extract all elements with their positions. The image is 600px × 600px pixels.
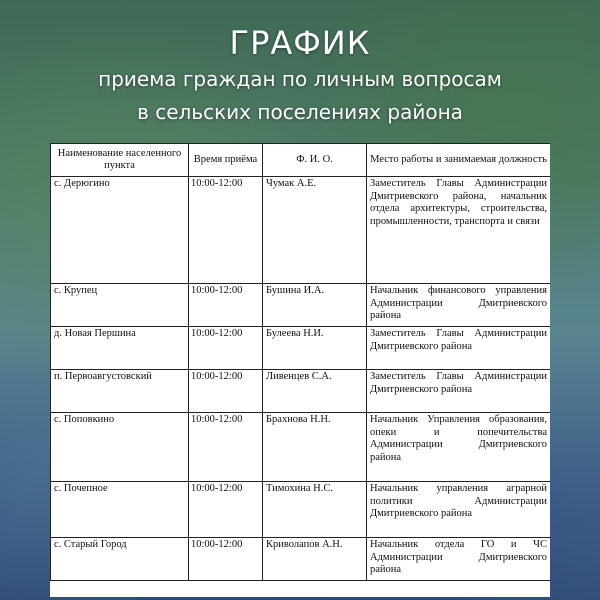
cell-settlement: с. Поповкино [51, 413, 189, 482]
cell-time: 10:00-12:00 [189, 413, 263, 482]
cell-position: Начальник отдела ГО и ЧС Администрации Дмитриевского района [367, 538, 551, 581]
cell-position: Начальник управления аграрной политики Администрации Дмитриевского района [367, 482, 551, 538]
cell-fio: Тимохина Н.С. [263, 482, 367, 538]
cell-time: 10:00-12:00 [189, 284, 263, 327]
table-row [51, 370, 551, 413]
table-row [51, 482, 551, 538]
table-row [51, 538, 551, 581]
cell-position: Начальник Управления образования, опеки и попечительства Администрации Дмитриевского района [367, 413, 551, 482]
cell-position: Заместитель Главы Администрации Дмитриевского района, начальник отдела архитектуры, строительства, промышленности, транспорта и связи [367, 177, 551, 284]
poster-title: ГРАФИК [229, 24, 371, 62]
cell-fio: Криволапов А.Н. [263, 538, 367, 581]
cell-time: 10:00-12:00 [189, 370, 263, 413]
poster-subtitle-line2: в сельских поселениях района [137, 100, 463, 124]
table-row [51, 413, 551, 482]
cell-fio: Чумак А.Е. [263, 177, 367, 284]
cell-time: 10:00-12:00 [189, 177, 263, 284]
cell-fio: Булеева Н.И. [263, 327, 367, 370]
cell-position: Заместитель Главы Администрации Дмитриевского района [367, 370, 551, 413]
cell-settlement: п. Первоавгустовский [51, 370, 189, 413]
cell-settlement: с. Крупец [51, 284, 189, 327]
cell-fio: Бушина И.А. [263, 284, 367, 327]
cell-time: 10:00-12:00 [189, 538, 263, 581]
cell-fio: Ливенцев С.А. [263, 370, 367, 413]
cell-time: 10:00-12:00 [189, 327, 263, 370]
cell-position: Заместитель Главы Администрации Дмитриевского района [367, 327, 551, 370]
cell-settlement: с. Почепное [51, 482, 189, 538]
schedule-table-container [50, 143, 550, 597]
cell-settlement: д. Новая Першина [51, 327, 189, 370]
header-position: Место работы и занимаемая должность [367, 144, 551, 177]
table-row [51, 177, 551, 284]
header-fio: Ф. И. О. [263, 144, 367, 177]
table-row [51, 327, 551, 370]
cell-fio: Брахнова Н.Н. [263, 413, 367, 482]
cell-settlement: с. Дерюгино [51, 177, 189, 284]
table-header-row [51, 144, 551, 177]
cell-time: 10:00-12:00 [189, 482, 263, 538]
table-row [51, 284, 551, 327]
header-settlement: Наименование населенного пункта [51, 144, 189, 177]
poster-subtitle-line1: приема граждан по личным вопросам [98, 67, 502, 91]
cell-position: Начальник финансового управления Администрации Дмитриевского района [367, 284, 551, 327]
schedule-table [50, 143, 550, 581]
cell-settlement: с. Старый Город [51, 538, 189, 581]
header-time: Время приёма [189, 144, 263, 177]
